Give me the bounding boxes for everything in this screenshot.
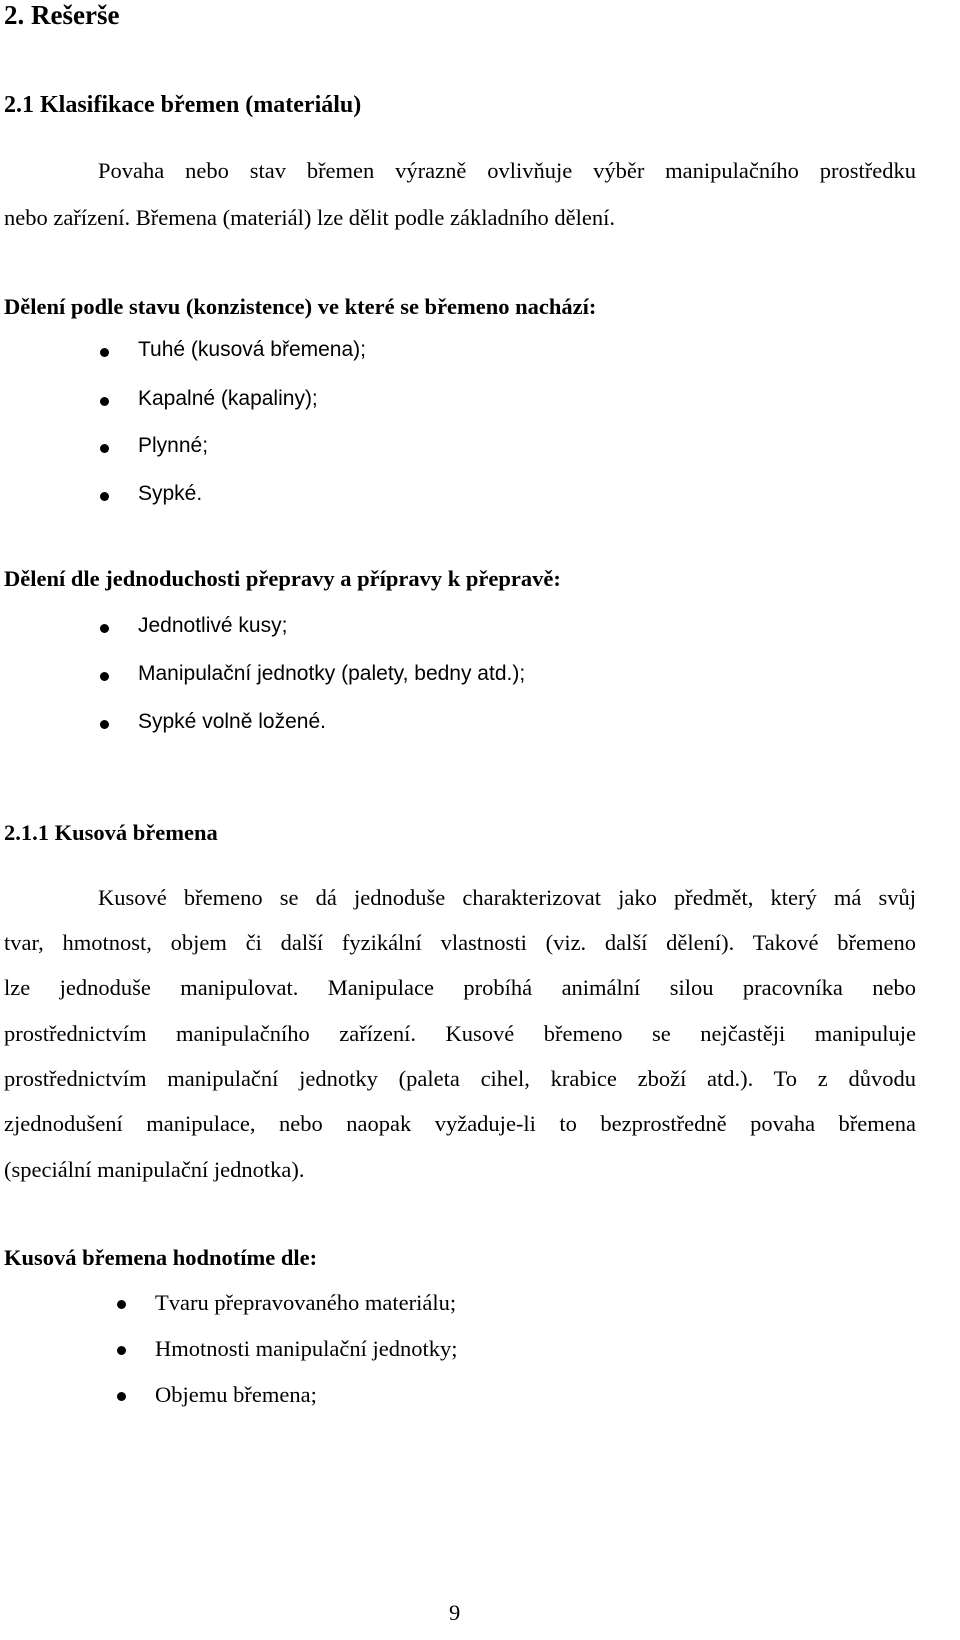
chapter-heading: 2. Rešerše	[4, 0, 120, 30]
list1-title: Dělení podle stavu (konzistence) ve které se břemeno nachází:	[4, 294, 597, 319]
paragraph-line: Kusové břemeno se dá jednoduše charakterizovat jako předmět, který má svůj	[98, 885, 916, 910]
page-number: 9	[449, 1600, 461, 1625]
list2-item: Jednotlivé kusy;	[138, 614, 288, 637]
bullet-icon	[100, 672, 109, 681]
bullet-icon	[117, 1392, 126, 1401]
bullet-icon	[100, 624, 109, 633]
bullet-icon	[117, 1300, 126, 1309]
list3-item: Objemu břemena;	[155, 1382, 317, 1407]
list2-item: Manipulační jednotky (palety, bedny atd.);	[138, 662, 526, 685]
list3-item: Hmotnosti manipulační jednotky;	[155, 1336, 458, 1361]
bullet-icon	[100, 348, 109, 357]
list1-item: Sypké.	[138, 482, 203, 505]
paragraph-line: lze jednoduše manipulovat. Manipulace probíhá animální silou pracovníka nebo	[4, 975, 916, 1000]
section-heading: 2.1 Klasifikace břemen (materiálu)	[4, 92, 362, 118]
paragraph-line: tvar, hmotnost, objem či další fyzikální vlastnosti (viz. další dělení). Takové břemeno	[4, 930, 916, 955]
intro-line-1: Povaha nebo stav břemen výrazně ovlivňuje výběr manipulačního prostředku	[98, 158, 916, 183]
paragraph-line: (speciální manipulační jednotka).	[4, 1157, 305, 1182]
list1-item: Plynné;	[138, 434, 209, 457]
intro-line-2: nebo zařízení. Břemena (materiál) lze dělit podle základního dělení.	[4, 205, 615, 230]
list2-title: Dělení dle jednoduchosti přepravy a přípravy k přepravě:	[4, 566, 561, 591]
bullet-icon	[100, 444, 109, 453]
list2-item: Sypké volně ložené.	[138, 710, 326, 733]
list1-item: Tuhé (kusová břemena);	[138, 338, 366, 361]
paragraph-line: prostřednictvím manipulační jednotky (paleta cihel, krabice zboží atd.). To z důvodu	[4, 1066, 916, 1091]
bullet-icon	[100, 492, 109, 501]
paragraph-line: zjednodušení manipulace, nebo naopak vyžaduje-li to bezprostředně povaha břemena	[4, 1111, 916, 1136]
bullet-icon	[100, 720, 109, 729]
list3-item: Tvaru přepravovaného materiálu;	[155, 1290, 457, 1315]
bullet-icon	[117, 1346, 126, 1355]
bullet-icon	[100, 397, 109, 406]
subsection-heading: 2.1.1 Kusová břemena	[4, 820, 218, 845]
list3-title: Kusová břemena hodnotíme dle:	[4, 1245, 318, 1270]
paragraph-line: prostřednictvím manipulačního zařízení. Kusové břemeno se nejčastěji manipuluje	[4, 1021, 916, 1046]
list1-item: Kapalné (kapaliny);	[138, 387, 318, 410]
